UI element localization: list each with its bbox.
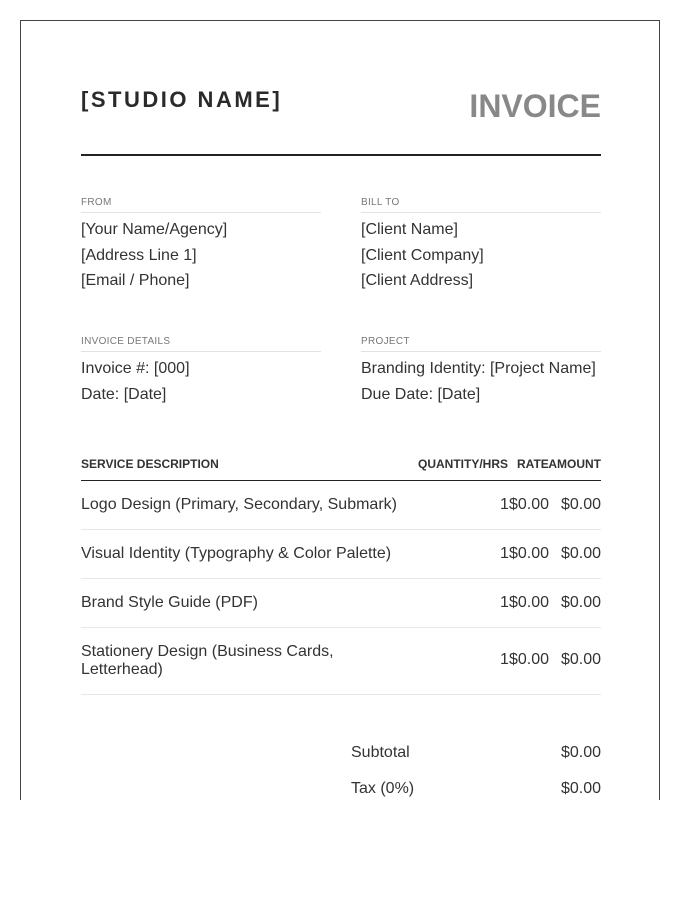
bill-to-line: [Client Name] <box>361 221 458 238</box>
project-label: PROJECT <box>361 336 601 352</box>
from-line: [Email / Phone] <box>81 272 190 289</box>
from-line: [Your Name/Agency] <box>81 221 228 238</box>
service-quantity: 1 <box>500 594 509 611</box>
service-rate: $0.00 <box>509 545 550 562</box>
subtotal-value: $0.00 <box>560 744 601 761</box>
service-quantity: 1 <box>500 545 509 562</box>
service-rate: $0.00 <box>509 496 550 513</box>
from-label: FROM <box>81 197 321 213</box>
column-header-description: SERVICE DESCRIPTION <box>81 457 219 471</box>
project-name: Branding Identity: [Project Name] <box>361 360 596 377</box>
service-amount: $0.00 <box>560 651 601 668</box>
document-title: INVOICE <box>469 88 601 124</box>
due-date: Due Date: [Date] <box>361 385 481 403</box>
bill-to-line: [Client Company] <box>361 246 484 264</box>
service-description: Visual Identity (Typography & Color Palette) <box>81 545 392 562</box>
service-rate: $0.00 <box>509 594 550 611</box>
service-description: Brand Style Guide (PDF) <box>81 594 258 611</box>
table-header <box>81 457 601 481</box>
invoice-number: Invoice #: [000] <box>81 360 190 377</box>
studio-name: [STUDIO NAME] <box>81 87 283 112</box>
project-section <box>361 336 601 407</box>
bill-to-label: BILL TO <box>361 197 601 213</box>
service-amount: $0.00 <box>560 496 601 513</box>
service-description: Stationery Design (Business Cards, Letterhead) <box>81 643 334 678</box>
from-section <box>81 197 321 294</box>
column-header-quantity: QUANTITY/HRS <box>418 457 508 471</box>
invoice-header <box>81 21 601 156</box>
invoice-details-section <box>81 336 321 407</box>
subtotal-row <box>351 744 601 764</box>
table-row <box>81 579 601 628</box>
table-row <box>81 628 601 695</box>
service-quantity: 1 <box>500 496 509 513</box>
invoice-details-label: INVOICE DETAILS <box>81 336 321 352</box>
column-header-rate: RATE <box>517 457 549 471</box>
services-table <box>81 457 601 695</box>
invoice-date: Date: [Date] <box>81 385 167 403</box>
service-rate: $0.00 <box>509 651 550 668</box>
table-row <box>81 530 601 579</box>
service-amount: $0.00 <box>560 594 601 611</box>
service-description: Logo Design (Primary, Secondary, Submark) <box>81 496 397 513</box>
tax-value: $0.00 <box>560 780 601 797</box>
tax-label: Tax (0%) <box>351 780 415 797</box>
service-amount: $0.00 <box>560 545 601 562</box>
tax-row <box>351 780 601 800</box>
service-quantity: 1 <box>500 651 509 668</box>
invoice-page <box>20 20 660 800</box>
bill-to-section <box>361 197 601 294</box>
from-line: [Address Line 1] <box>81 246 197 264</box>
table-row <box>81 481 601 530</box>
bill-to-line: [Client Address] <box>361 272 474 289</box>
subtotal-label: Subtotal <box>351 744 410 761</box>
column-header-amount: AMOUNT <box>548 457 601 471</box>
